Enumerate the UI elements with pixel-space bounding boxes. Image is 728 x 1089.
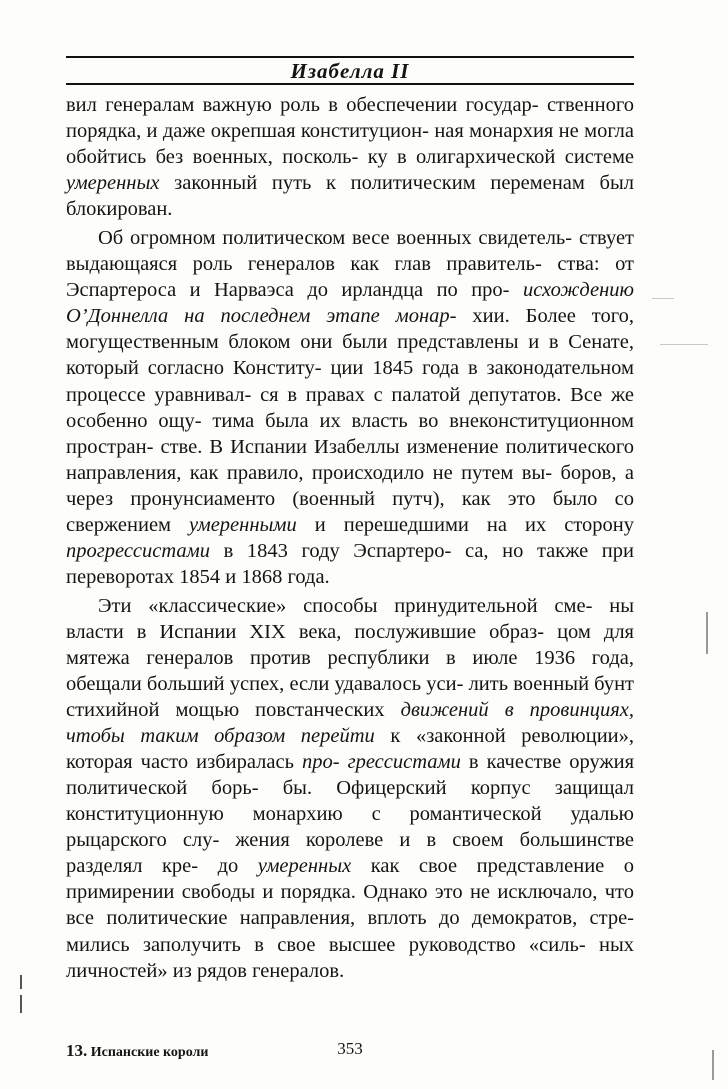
body-text [66,92,634,984]
header-rule-top [66,56,634,58]
scan-edge [712,1050,714,1080]
page-number: 353 [337,1039,363,1058]
left-margin-mark [20,995,22,1013]
signature-number: 13. [66,1041,88,1060]
left-margin-mark [20,975,22,989]
paragraph-3: Эти «классические» способы принудительной сме- ны власти в Испании XIX века, послужившие образ- цом для мятежа генералов против республики в июле 1936 года, обещали больший успех, если удавалось уси- лить военный бунт стихийной мощью повстанческих движений в провинциях, чтобы таким образом перейти к «законной революции», которая часто избиралась про- грессистами в качестве оружия политической борь- бы. Офицерский корпус защищал конституционную монархию с романтической удалью рыцарского слу- жения королеве и в своем большинстве разделял кре- до умеренных как свое представление о примирении свободы и порядка. Однако это не исключало, что все политические направления, вплоть до демократов, стре- мились заполучить в свое высшее руководство «силь- ных личностей» из рядов генералов. [66,594,635,982]
scan-edge [706,612,708,654]
scan-artifact [660,344,708,345]
signature-title: Испанские короли [90,1045,209,1060]
running-head: Изабелла II [290,59,410,83]
scan-artifact [652,298,674,299]
paragraph-1: вил генералам важную роль в обеспечении государ- ственного порядка, и даже окрепшая конституцион- ная монархия не могла обойтись без военных, посколь- ку в олигархической системе умеренных законный путь к политическим переменам был блокирован. [66,94,635,221]
header-rule-bottom [66,83,634,85]
paragraph-2: Об огромном политическом весе военных свидетель- ствует выдающаяся роль генералов как глав правитель- ства: от Эспартероса и Нарваэса до ирландца по про- исхождению О’Доннелла на последнем этапе монар- хии. Более того, могущественным блоком они были представлены и в Сенате, который согласно Конститу- ции 1845 года в законодательном процессе уравнивал- ся в правах с палатой депутатов. Все же особенно ощу- тима была их власть во внеконституционном простран- стве. В Испании Изабеллы изменение политического направления, как правило, происходило не путем вы- боров, а через пронунсиаменто (военный путч), как это было со свержением умеренными и перешедшими на их сторону прогрессистами в 1843 году Эспартеро- са, но также при переворотах 1854 и 1868 года. [66,227,635,588]
